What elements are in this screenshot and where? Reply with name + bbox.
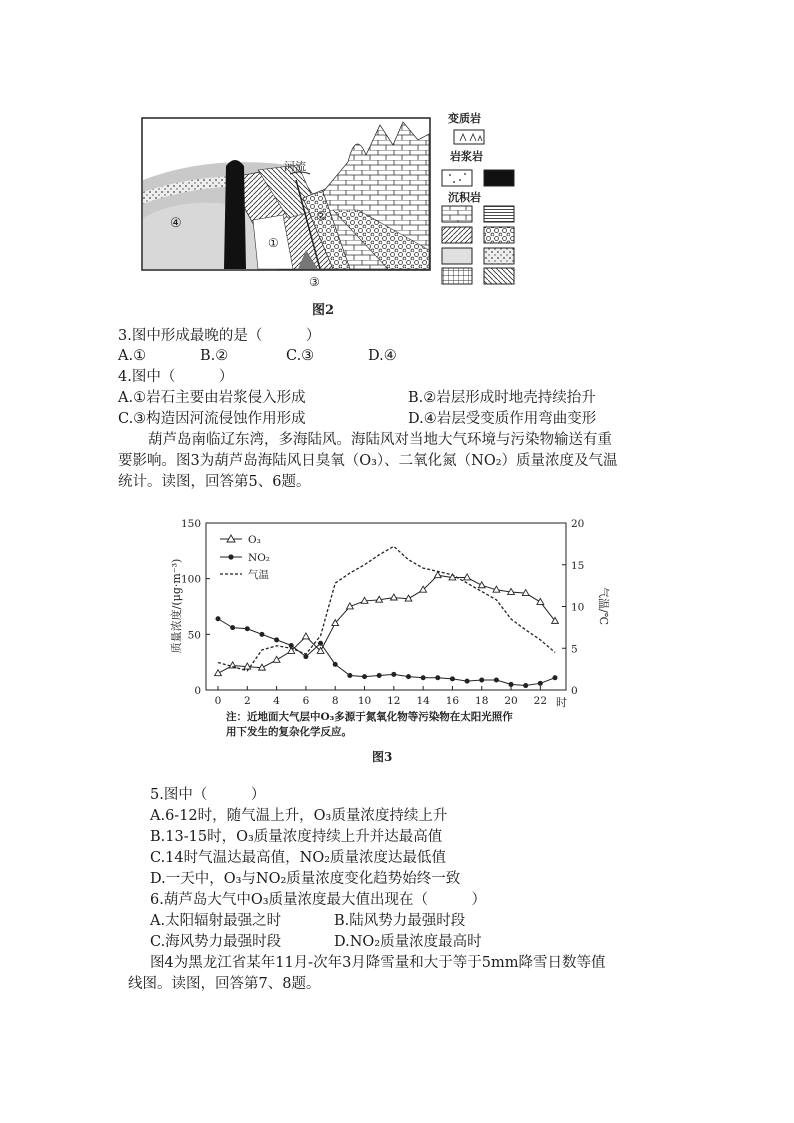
x-tick-label: 4 xyxy=(273,695,280,707)
o3-point xyxy=(537,598,544,604)
x-tick-label: 14 xyxy=(416,695,430,707)
no2-point xyxy=(435,675,440,680)
o3-point xyxy=(478,582,485,588)
legend-no2: NO₂ xyxy=(248,552,271,564)
q5-option-b: B.13-15时，O₃质量浓度持续上升并达最高值 xyxy=(150,829,443,845)
intro-78-line1: 图4为黑龙江省某年11月-次年3月降雪量和大于等于5mm降雪日数等值 xyxy=(150,955,606,971)
q3-option-c: C.③ xyxy=(286,348,315,364)
no2-point xyxy=(259,632,264,637)
y-left-tick-label: 100 xyxy=(180,573,201,586)
no2-point xyxy=(230,625,235,630)
q6-option-d: D.NO₂质量浓度最高时 xyxy=(334,934,482,950)
o3-point xyxy=(215,670,222,676)
q3-stem: 3.图中形成最晚的是（ ） xyxy=(118,328,321,344)
no2-point xyxy=(391,672,396,677)
y-left-tick-label: 50 xyxy=(187,629,201,642)
legend-magmatic: 岩浆岩 xyxy=(450,150,483,163)
q6-stem: 6.葫芦岛大气中O₃质量浓度最大值出现在（ ） xyxy=(150,892,487,908)
no2-point xyxy=(538,681,543,686)
figure3-caption: 图3 xyxy=(372,750,393,764)
x-tick-label: 22 xyxy=(533,695,548,707)
series-line-0 xyxy=(218,575,555,673)
q4-option-b: B.②岩层形成时地壳持续抬升 xyxy=(408,390,596,406)
no2-point xyxy=(333,662,338,667)
o3-point xyxy=(303,633,310,639)
x-axis-unit: 时 xyxy=(556,696,567,709)
label-2: ② xyxy=(316,209,327,223)
y-axis-right-title: 气温/℃ xyxy=(597,586,610,626)
figure3-note-line2: 用下发生的复杂化学反应。 xyxy=(226,726,352,738)
x-tick-label: 10 xyxy=(357,695,372,707)
intro-56-line1: 葫芦岛南临辽东湾，多海陆风。海陆风对当地大气环境与污染物输送有重 xyxy=(148,432,612,448)
legend-sedimentary: 沉积岩 xyxy=(448,191,481,204)
geologic-cross-section xyxy=(118,100,548,320)
x-tick-label: 6 xyxy=(302,695,310,707)
q4-stem: 4.图中（ ） xyxy=(118,369,234,385)
y-right-tick-label: 20 xyxy=(571,518,585,530)
label-4: ④ xyxy=(170,216,182,231)
q4-option-d: D.④岩层受变质作用弯曲变形 xyxy=(408,411,597,427)
x-tick-label: 8 xyxy=(331,695,339,707)
y-right-tick-label: 15 xyxy=(571,559,585,572)
intro-56-line3: 统计。读图，回答第5、6题。 xyxy=(118,474,311,490)
q3-option-d: D.④ xyxy=(368,348,397,364)
legend-metamorphic: 变质岩 xyxy=(448,112,481,125)
o3-point xyxy=(434,572,441,578)
q4-option-a: A.①岩石主要由岩浆侵入形成 xyxy=(118,390,306,406)
series-line-2 xyxy=(218,546,555,670)
y-axis-left-title: 质量浓度/(μg·m⁻³) xyxy=(170,558,183,654)
plot-frame xyxy=(206,523,566,690)
q6-option-c: C.海风势力最强时段 xyxy=(150,934,282,950)
q5-option-a: A.6-12时，随气温上升，O₃质量浓度持续上升 xyxy=(150,808,448,824)
no2-point xyxy=(479,677,484,682)
y-right-tick-label: 5 xyxy=(571,643,578,656)
o3-point xyxy=(464,574,471,580)
no2-point xyxy=(274,637,279,642)
o3-point xyxy=(273,656,280,662)
legend-temperature: 气温 xyxy=(248,569,269,581)
no2-point xyxy=(303,654,308,659)
y-left-tick-label: 0 xyxy=(194,685,201,697)
q5-stem: 5.图中（ ） xyxy=(150,787,266,803)
q3-option-a: A.① xyxy=(118,348,147,364)
x-tick-label: 2 xyxy=(243,695,251,707)
no2-point xyxy=(494,677,499,682)
label-river: 河流 xyxy=(284,160,306,173)
y-right-tick-label: 10 xyxy=(571,601,585,614)
no2-point xyxy=(553,675,558,680)
figure2-legend xyxy=(442,111,514,284)
q6-option-b: B.陆风势力最强时段 xyxy=(334,913,466,929)
no2-point xyxy=(245,626,250,631)
label-3: ③ xyxy=(309,275,320,289)
no2-point xyxy=(406,674,411,679)
no2-point xyxy=(509,682,514,687)
figure2-caption: 图2 xyxy=(312,303,335,318)
q5-option-c: C.14时气温达最高值，NO₂质量浓度达最低值 xyxy=(150,850,447,866)
no2-point xyxy=(347,673,352,678)
x-tick-label: 16 xyxy=(445,695,460,707)
no2-point xyxy=(216,616,221,621)
q3-option-b: B.② xyxy=(200,348,229,364)
o3-point xyxy=(390,594,397,600)
legend-o3: O₃ xyxy=(248,534,261,546)
no2-point xyxy=(421,675,426,680)
no2-point xyxy=(318,641,323,646)
no2-point xyxy=(362,674,367,679)
intro-78-line2: 线图。读图，回答第7、8题。 xyxy=(128,976,321,992)
series-line-1 xyxy=(218,619,555,686)
x-tick-label: 0 xyxy=(214,695,222,707)
figure3 xyxy=(160,508,620,772)
y-left-tick-label: 150 xyxy=(180,518,201,530)
q6-option-a: A.太阳辐射最强之时 xyxy=(150,913,282,929)
no2-point xyxy=(289,643,294,648)
x-tick-label: 12 xyxy=(387,695,401,707)
q4-option-c: C.③构造因河流侵蚀作用形成 xyxy=(118,411,306,427)
y-right-tick-label: 0 xyxy=(571,685,578,697)
no2-point xyxy=(465,679,470,684)
intro-56-line2: 要影响。图3为葫芦岛海陆风日臭氧（O₃）、二氧化氮（NO₂）质量浓度及气温 xyxy=(118,453,618,469)
x-tick-label: 18 xyxy=(475,695,489,707)
no2-point xyxy=(523,683,528,688)
figure3-note-line1: 注：近地面大气层中O₃多源于氮氧化物等污染物在太阳光照作 xyxy=(226,711,513,723)
x-tick-label: 20 xyxy=(504,695,518,707)
no2-point xyxy=(450,676,455,681)
q5-option-d: D.一天中，O₃与NO₂质量浓度变化趋势始终一致 xyxy=(150,871,461,887)
label-1: ① xyxy=(268,236,279,250)
figure3-chart xyxy=(160,508,620,772)
no2-point xyxy=(377,673,382,678)
figure2 xyxy=(118,100,548,320)
chart-legend xyxy=(220,534,270,581)
